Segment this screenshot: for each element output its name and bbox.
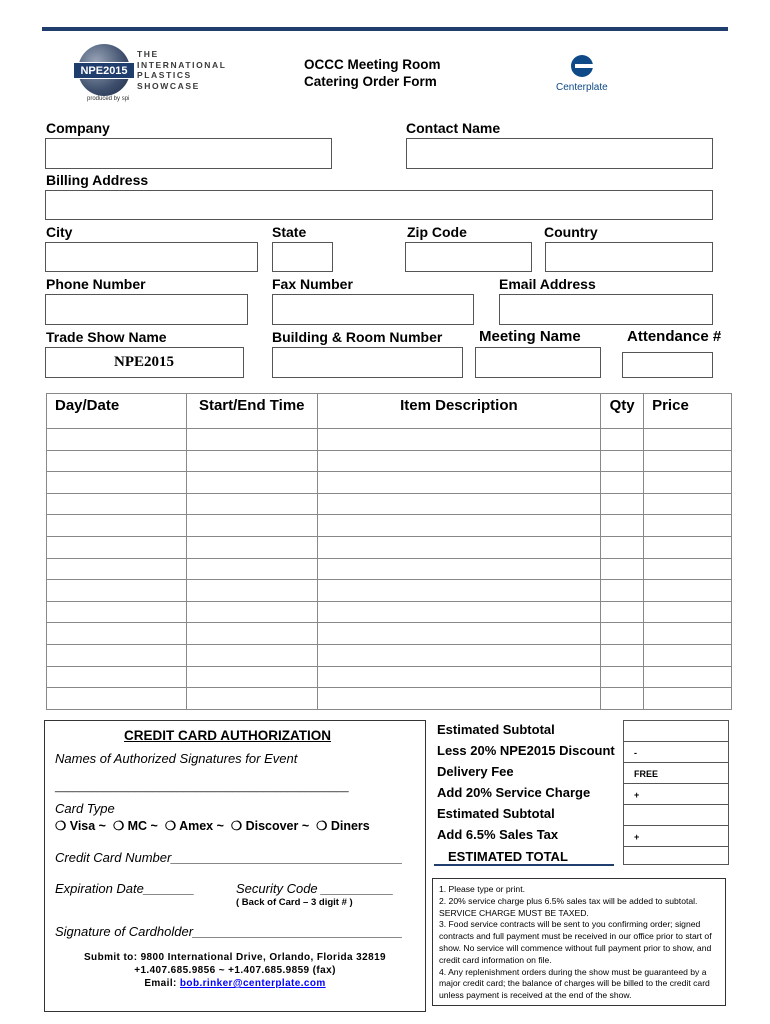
table-row [47,450,732,472]
security-code-note: ( Back of Card – 3 digit # ) [236,897,353,908]
table-row [47,623,732,645]
contact-name-label: Contact Name [406,120,501,136]
country-label: Country [544,224,598,240]
totals-label-subtotal: Estimated Subtotal [437,722,555,737]
time-cell[interactable] [186,558,317,580]
price-cell[interactable] [644,450,732,472]
qty-cell[interactable] [601,623,644,645]
email-link[interactable]: bob.rinker@centerplate.com [179,978,326,989]
subtotal-value[interactable] [623,720,729,741]
authorized-names-line[interactable]: ________________________________________________ [55,781,349,793]
city-label: City [46,224,73,240]
zip-code-input[interactable] [405,242,532,272]
description-cell[interactable] [317,536,600,558]
credit-card-title: CREDIT CARD AUTHORIZATION [124,728,331,743]
produced-by: produced by spi [87,96,130,102]
page-title: OCCC Meeting Room Catering Order Form [304,57,441,89]
meeting-name-label: Meeting Name [479,328,581,345]
price-cell[interactable] [644,536,732,558]
card-type-label: Card Type [55,801,115,816]
price-cell[interactable] [644,688,732,710]
table-row [47,644,732,666]
description-cell[interactable] [317,601,600,623]
centerplate-logo-text: Centerplate [556,82,608,93]
trade-show-name-label: Trade Show Name [46,329,167,345]
company-label: Company [46,120,110,136]
description-cell[interactable] [317,429,600,451]
table-row [47,493,732,515]
company-input[interactable] [45,138,332,169]
npe-logo-tag: NPE2015 [73,62,135,79]
description-cell[interactable] [317,450,600,472]
qty-cell[interactable] [601,450,644,472]
security-code-field[interactable]: Security Code __________ [236,881,394,896]
signature-field[interactable]: Signature of Cardholder_____________________________ [55,924,403,939]
table-header-row [47,394,732,429]
email-address-input[interactable] [499,294,713,325]
qty-cell[interactable] [601,493,644,515]
table-row [47,580,732,602]
totals-label-tax: Add 6.5% Sales Tax [437,827,559,842]
order-items-table [46,393,732,710]
time-cell[interactable] [186,688,317,710]
note-item: 4. Any replenishment orders during the show must be guaranteed by a major credit card; the balance of charges will be billed to the credit card unless payment is received at the end of the show. [439,966,710,1001]
attendance-input[interactable] [622,352,713,378]
note-item: 2. 20% service charge plus 6.5% sales tax will be added to subtotal. SERVICE CHARGE MUST BE TAXED. [439,895,698,918]
subtotal-2-value[interactable] [623,804,729,825]
email-address-label: Email Address [499,276,596,292]
table-row [47,515,732,537]
qty-cell[interactable] [601,429,644,451]
price-cell[interactable] [644,515,732,537]
fax-number-label: Fax Number [272,276,353,292]
submit-info [44,951,426,990]
time-cell[interactable] [186,472,317,494]
service-value[interactable]: + [623,783,729,804]
time-cell[interactable] [186,450,317,472]
day-date-cell[interactable] [47,644,187,666]
col-start-end-time: Start/End Time [186,394,317,429]
col-qty: Qty [601,394,644,429]
price-cell[interactable] [644,623,732,645]
day-date-cell[interactable] [47,623,187,645]
city-input[interactable] [45,242,258,272]
time-cell[interactable] [186,536,317,558]
submit-phone: +1.407.685.9856 ~ +1.407.685.9859 (fax) [134,965,336,976]
col-day-date: Day/Date [47,394,187,429]
qty-cell[interactable] [601,580,644,602]
day-date-cell[interactable] [47,688,187,710]
qty-cell[interactable] [601,688,644,710]
authorized-names-label: Names of Authorized Signatures for Event [55,751,298,766]
price-cell[interactable] [644,493,732,515]
mc-radio[interactable]: ❍ MC ~ [112,819,158,833]
time-cell[interactable] [186,493,317,515]
table-row [47,536,732,558]
building-room-label: Building & Room Number [272,329,443,345]
billing-address-input[interactable] [45,190,713,220]
note-item: 3. Food service contracts will be sent to you confirming order; signed contracts and full payment must be received in our office prior to start of show. No service will commence without full payment prior to show, and credit card information on file. [439,919,712,965]
notes-box [432,878,726,1006]
time-cell[interactable] [186,580,317,602]
qty-cell[interactable] [601,558,644,580]
billing-address-label: Billing Address [46,172,149,188]
description-cell[interactable] [317,666,600,688]
fax-number-input[interactable] [272,294,474,325]
day-date-cell[interactable] [47,558,187,580]
table-row [47,688,732,710]
day-date-cell[interactable] [47,536,187,558]
day-date-cell[interactable] [47,580,187,602]
qty-cell[interactable] [601,601,644,623]
table-row [47,429,732,451]
phone-number-label: Phone Number [46,276,146,292]
time-cell[interactable] [186,623,317,645]
contact-name-input[interactable] [406,138,713,169]
day-date-cell[interactable] [47,666,187,688]
state-input[interactable] [272,242,333,272]
day-date-cell[interactable] [47,472,187,494]
description-cell[interactable] [317,688,600,710]
qty-cell[interactable] [601,536,644,558]
price-cell[interactable] [644,666,732,688]
description-cell[interactable] [317,515,600,537]
day-date-cell[interactable] [47,515,187,537]
qty-cell[interactable] [601,666,644,688]
qty-cell[interactable] [601,644,644,666]
description-cell[interactable] [317,472,600,494]
note-item: 1. Please type or print. [439,884,525,894]
time-cell[interactable] [186,429,317,451]
building-room-input[interactable] [272,347,463,378]
submit-address: Submit to: 9800 International Drive, Orlando, Florida 32819 [83,952,386,963]
top-rule [42,27,728,31]
description-cell[interactable] [317,493,600,515]
estimated-total-label: ESTIMATED TOTAL [448,849,568,864]
price-cell[interactable] [644,472,732,494]
attendance-label: Attendance # [627,328,722,345]
time-cell[interactable] [186,601,317,623]
trade-show-name-input[interactable]: NPE2015 [45,347,244,378]
centerplate-logo-icon [571,55,593,77]
day-date-cell[interactable] [47,493,187,515]
diners-radio[interactable]: ❍ Diners [316,819,370,833]
table-row [47,472,732,494]
state-label: State [272,224,307,240]
price-cell[interactable] [644,558,732,580]
time-cell[interactable] [186,666,317,688]
totals-label-service: Add 20% Service Charge [437,785,591,800]
qty-cell[interactable] [601,515,644,537]
description-cell[interactable] [317,623,600,645]
tax-value[interactable]: + [623,825,729,846]
email-prefix: Email: [144,978,177,989]
totals-label-subtotal-2: Estimated Subtotal [437,806,555,821]
time-cell[interactable] [186,515,317,537]
estimated-total-rule [434,864,614,866]
totals-label-discount: Less 20% NPE2015 Discount [437,743,615,758]
totals-label-delivery: Delivery Fee [437,764,514,779]
price-cell[interactable] [644,580,732,602]
country-input[interactable] [545,242,713,272]
table-row [47,601,732,623]
expiration-field[interactable]: Expiration Date_______ [55,881,195,896]
day-date-cell[interactable] [47,450,187,472]
col-item-description: Item Description [317,394,600,429]
phone-number-input[interactable] [45,294,248,325]
time-cell[interactable] [186,644,317,666]
amex-radio[interactable]: ❍ Amex ~ [164,819,224,833]
discover-radio[interactable]: ❍ Discover ~ [230,819,310,833]
price-cell[interactable] [644,601,732,623]
meeting-name-input[interactable] [475,347,601,378]
description-cell[interactable] [317,558,600,580]
discount-value[interactable]: - [623,741,729,762]
price-cell[interactable] [644,644,732,666]
card-number-field[interactable]: Credit Card Number________________________________ [55,850,403,865]
day-date-cell[interactable] [47,601,187,623]
table-row [47,558,732,580]
zip-code-label: Zip Code [407,224,467,240]
table-row [47,666,732,688]
delivery-value[interactable]: FREE [623,762,729,783]
qty-cell[interactable] [601,472,644,494]
col-price: Price [644,394,732,429]
card-type-options [55,818,370,833]
visa-radio[interactable]: ❍ Visa ~ [55,819,106,833]
estimated-total-value[interactable] [623,846,729,865]
day-date-cell[interactable] [47,429,187,451]
description-cell[interactable] [317,580,600,602]
price-cell[interactable] [644,429,732,451]
npe-logo-words: THE INTERNATIONAL PLASTICS SHOWCASE [137,49,227,91]
description-cell[interactable] [317,644,600,666]
